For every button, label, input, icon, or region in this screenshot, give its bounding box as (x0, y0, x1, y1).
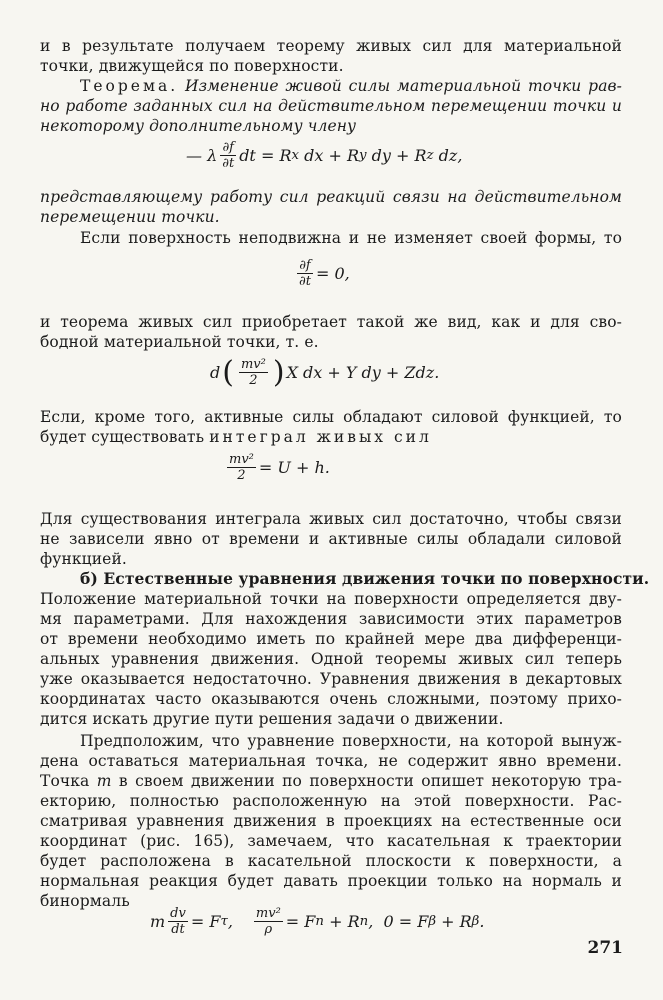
text-line (40, 771, 622, 791)
formula-part: + R (436, 911, 472, 931)
text-line: Предположим, что уравнение поверхности, на которой вынуж- (80, 732, 622, 750)
point-symbol: m (96, 772, 112, 790)
denominator: ∂t (299, 274, 311, 289)
text-line: перемещении точки. (40, 208, 220, 226)
formula-part: . (479, 911, 485, 931)
text-line: не зависели явно от времени и активные силы обладали силовой (40, 530, 622, 548)
text-fragment: в своем движении по поверхности опишет некоторую тра- (118, 772, 623, 790)
text-line: Для существования интеграла живых сил достаточно, чтобы связи (40, 510, 622, 528)
text-line: точки, движущейся по поверхности. (40, 57, 344, 75)
denominator: 2 (237, 468, 246, 483)
numerator: mv² (240, 357, 266, 372)
theorem-text-line: но работе заданных сил на действительном перемещении точки и (40, 97, 622, 115)
text-line: бинормаль (40, 892, 130, 910)
text-line: будет расположена в касательной плоскости к поверхности, а (40, 852, 622, 870)
formula-part: = F (285, 911, 316, 931)
text-line: бодной материальной точки, т. е. (40, 333, 319, 351)
formula-part: dy + R (366, 145, 427, 165)
subscript: τ (220, 913, 228, 929)
emphasized-term: интеграл живых сил (209, 428, 432, 446)
formula-static-surface (294, 258, 350, 289)
formula-part: dz, (433, 145, 463, 165)
formula-kinetic-energy-differential (210, 354, 440, 390)
formula-part: dt = R (239, 145, 292, 165)
paren-right: ) (272, 354, 285, 390)
numerator: dv (170, 906, 186, 921)
formula-part: , 0 = F (368, 911, 429, 931)
denominator: ∂t (222, 156, 235, 171)
text-line: сматривая уравнения движения в проекциях на естественные оси (40, 812, 622, 830)
subscript: n (359, 913, 369, 929)
formula-energy-integral (224, 452, 330, 483)
theorem-line (80, 76, 622, 96)
text-line: Положение материальной точки на поверхности определяется дву- (40, 590, 622, 608)
subscript: x (291, 147, 300, 163)
subscript: y (359, 147, 367, 163)
formula-part: d (210, 362, 221, 382)
denominator: dt (171, 922, 185, 937)
text-line: нормальная реакция будет давать проекции только на нормаль и (40, 872, 622, 890)
text-line: и теорема живых сил приобретает такой же вид, как и для сво- (40, 313, 622, 331)
formula-part: X dx + Y dy + Zdz. (286, 362, 440, 382)
formula-natural-equations (150, 906, 484, 937)
denominator: ρ (264, 922, 273, 937)
text-line: от времени необходимо иметь по крайней мере два дифференци- (40, 630, 622, 648)
fraction (254, 906, 283, 937)
fraction (297, 258, 313, 289)
text-line: дится искать другие пути решения задачи о движении. (40, 710, 504, 728)
text-line: функцией. (40, 550, 127, 568)
formula-part: = F (190, 911, 221, 931)
fraction (239, 357, 268, 388)
text-line: и в результате получаем теорему живых сил для материальной (40, 37, 622, 55)
formula-part: = U + h. (258, 457, 330, 477)
theorem-text: Изменение живой силы материальной точки рав- (184, 77, 622, 95)
subscript: z (426, 147, 434, 163)
theorem-label: Теорема. (80, 77, 179, 95)
formula-part: — λ (186, 145, 218, 165)
formula-work-of-reactions (186, 140, 462, 171)
text-fragment: Точка (40, 772, 90, 790)
text-line: мя параметрами. Для нахождения зависимости этих параметров (40, 610, 622, 628)
formula-part: m (150, 911, 166, 931)
section-heading: б) Естественные уравнения движения точки по поверхности. (80, 569, 650, 588)
fraction (168, 906, 188, 937)
text-line: альных уравнения движения. Одной теоремы живых сил теперь (40, 650, 622, 668)
numerator: mv² (229, 452, 254, 467)
page-number: 271 (587, 938, 623, 958)
text-line: Если поверхность неподвижна и не изменяет своей формы, то (80, 229, 622, 247)
subscript: n (315, 913, 324, 929)
subscript: β (428, 913, 437, 929)
text-line: координат (рис. 165), замечаем, что касательная к траектории (40, 832, 622, 850)
text-line (40, 427, 622, 447)
numerator: ∂f (222, 140, 234, 155)
formula-part: , (227, 911, 233, 931)
subscript: β (471, 913, 480, 929)
text-line: уже оказывается недостаточно. Уравнения движения в декартовых (40, 670, 622, 688)
formula-part: = 0, (315, 263, 350, 283)
denominator: 2 (249, 373, 258, 388)
text-line: екторию, полностью расположенную на этой поверхности. Рас- (40, 792, 622, 810)
fraction (220, 140, 236, 171)
formula-part: + R (323, 911, 360, 931)
text-fragment: будет существовать (40, 428, 205, 446)
theorem-text-line: некоторому дополнительному члену (40, 117, 357, 135)
formula-part: dx + R (299, 145, 359, 165)
text-line: координатах часто оказываются очень сложными, поэтому прихо- (40, 690, 622, 708)
numerator: mv² (255, 906, 281, 921)
fraction (227, 452, 256, 483)
text-line: Если, кроме того, активные силы обладают силовой функцией, то (40, 408, 622, 426)
text-line: дена оставаться материальная точка, не содержит явно времени. (40, 752, 622, 770)
numerator: ∂f (299, 258, 311, 273)
text-line: представляющему работу сил реакций связи на действительном (40, 188, 622, 206)
paren-left: ( (222, 354, 234, 390)
